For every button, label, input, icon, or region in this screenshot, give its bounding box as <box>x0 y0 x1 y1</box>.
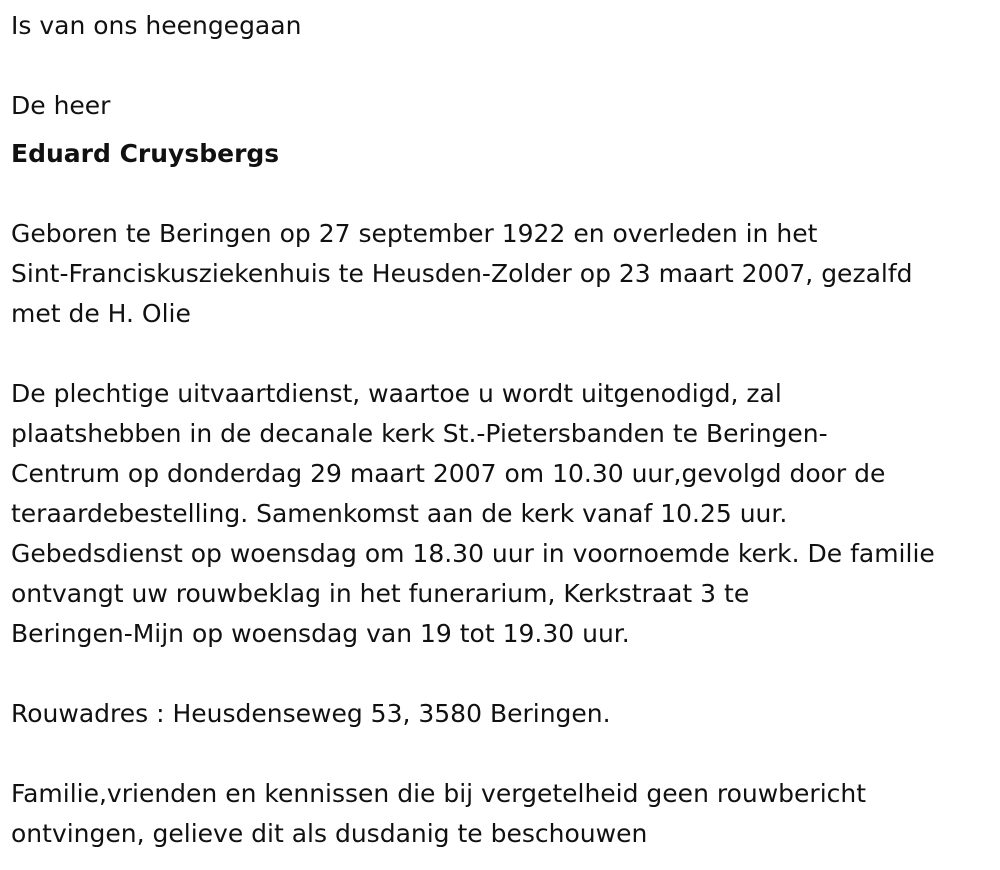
paragraph-line: Familie,vrienden en kennissen die bij vergetelheid geen rouwbericht <box>11 779 867 808</box>
paragraph-line: Sint-Franciskusziekenhuis te Heusden-Zolder op 23 maart 2007, gezalfd <box>11 259 913 288</box>
paragraph-line: Beringen-Mijn op woensdag van 19 tot 19.30 uur. <box>11 619 630 648</box>
spacer <box>11 654 991 694</box>
closing-paragraph <box>11 774 991 854</box>
paragraph-line: De plechtige uitvaartdienst, waartoe u wordt uitgenodigd, zal <box>11 379 782 408</box>
service-paragraph <box>11 374 991 654</box>
paragraph-line: plaatshebben in de decanale kerk St.-Pietersbanden te Beringen- <box>11 419 828 448</box>
paragraph-line: Gebedsdienst op woensdag om 18.30 uur in voornoemde kerk. De familie <box>11 539 935 568</box>
deceased-name: Eduard Cruysbergs <box>11 139 280 168</box>
spacer <box>11 46 991 86</box>
paragraph-line: ontvingen, gelieve dit als dusdanig te beschouwen <box>11 819 648 848</box>
paragraph-line: teraardebestelling. Samenkomst aan de kerk vanaf 10.25 uur. <box>11 499 788 528</box>
spacer <box>11 174 991 214</box>
title-text: De heer <box>11 91 111 120</box>
paragraph-line: ontvangt uw rouwbeklag in het funerarium, Kerkstraat 3 te <box>11 579 750 608</box>
intro-text: Is van ons heengegaan <box>11 11 302 40</box>
birth-death-paragraph <box>11 214 991 334</box>
spacer <box>11 334 991 374</box>
spacer <box>11 734 991 774</box>
paragraph-line: Centrum op donderdag 29 maart 2007 om 10.30 uur,gevolgd door de <box>11 459 886 488</box>
paragraph-line: Geboren te Beringen op 27 september 1922 en overleden in het <box>11 219 818 248</box>
paragraph-line: met de H. Olie <box>11 299 191 328</box>
death-notice <box>11 6 991 854</box>
mourning-address: Rouwadres : Heusdenseweg 53, 3580 Beringen. <box>11 699 611 728</box>
